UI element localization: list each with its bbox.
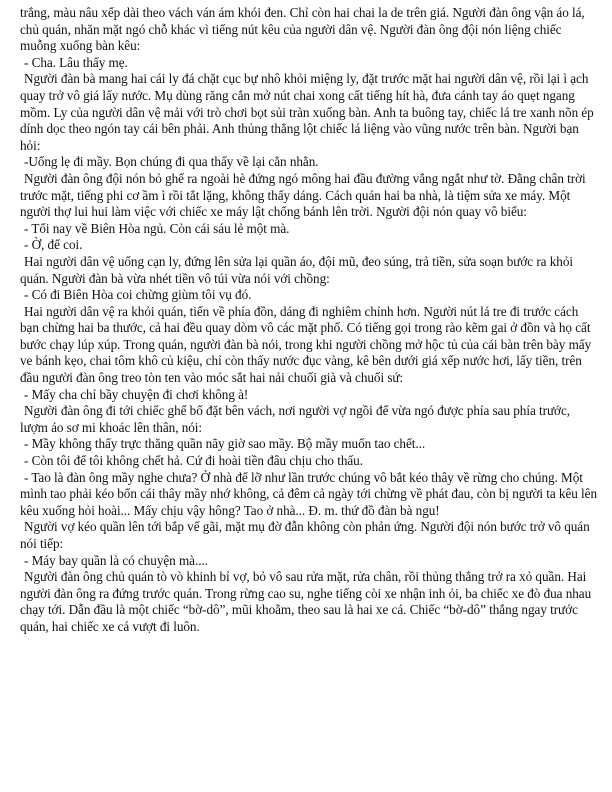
paragraph: - Mầy không thấy trực thăng quần nãy giờ sao mầy. Bộ mầy muốn tao chết... bbox=[24, 436, 426, 452]
paragraph: - Tao là đàn ông mầy nghe chưa? Ở nhà để lỡ như lần trước chúng vô bắt kéo thây về rừng cho chúng. Một mình tao phải kéo bốn cái thây mầy nhớ không, cả đêm cả ngày tới chừng về phát đau, còn bị người ta kêu lên kêu xuống hỏi hoài... Mấy chịu vậy hông? Tao ở nhà... Đ. m. thứ đồ đàn bà ngu! bbox=[20, 469, 597, 518]
paragraph: - Tối nay về Biên Hòa ngủ. Còn cái sáu lẻ một mà. bbox=[24, 220, 290, 236]
paragraph: trắng, màu nâu xếp dài theo vách ván ám khói đen. Chỉ còn hai chai la de trên giá. Người đàn ông vận áo lá, chủ quán, nhăn mặt ngó chỗ khác vì tiếng nút kêu của người dân vệ. Người đàn ông đội nón liệng chiếc muỗng xuống bàn kêu: bbox=[20, 5, 585, 54]
paragraph: - Máy bay quần là có chuyện mà.... bbox=[24, 552, 208, 568]
paragraph: - Ờ, để coi. bbox=[24, 237, 83, 253]
paragraph: -Uống lẹ đi mầy. Bọn chúng đi qua thấy về lại cằn nhằn. bbox=[24, 154, 319, 170]
paragraph: - Có đi Biên Hòa coi chừng giùm tôi vụ đó. bbox=[24, 287, 252, 303]
paragraph: Người đàn bà mang hai cái ly đá chặt cục bự nhô khỏi miệng ly, đặt trước mặt hai người dân vệ, rồi lại ì ạch quay trở vô giá lấy nước. Mụ dùng răng cắn mở nút chai xong cất tiếng hít hà, đưa cánh tay áo quẹt ngang mồm. Ly của người dân vệ mải với trò chơi bọt sủi tràn xuống bàn. Anh ta buông tay, chiếc lá tre xanh nõn ép dính dọc theo ngón tay cái bên phải. Anh thủng thẳng lột chiếc lá liệng vào vũng nước trên bàn. Người bạn hỏi: bbox=[20, 71, 594, 153]
paragraph: Hai người dân vệ ra khỏi quán, tiến về phía đồn, dáng đi nghiêm chỉnh hơn. Người nút lá tre đi trước cách bạn chừng hai ba thước, cả hai đều quay dòm vô các mặt phố. Có tiếng gọi trong rào kẽm gai ở đồn và họ cất bước chạy lúp xúp. Trong quán, người đàn bà nói, trong khi người chồng mở hộc tủ của cái bàn trên bày mấy ve bánh kẹo, chai tôm khô củ kiệu, chỉ còn thấy nước đục vàng, kê bên dưới giá xếp nước hơi, lấy tiền, trên đầu người đàn ông treo tòn ten vào móc sắt hai nải chuối già và chuối sứ: bbox=[20, 303, 592, 386]
paragraph: Người đàn ông đi tới chiếc ghế bố đặt bên vách, nơi người vợ ngồi để vừa ngó được phía sau phía trước, lượm áo sơ mi khoác lên thân, nói: bbox=[20, 403, 571, 435]
paragraph: Người vợ kéo quần lên tới bắp vế gãi, mặt mụ đờ đẫn không còn phản ứng. Người đội nón bước trở vô quán nói tiếp: bbox=[20, 519, 590, 551]
paragraph: Người đàn ông chủ quán tò vò khinh bỉ vợ, bỏ vô sau rửa mặt, rửa chân, rồi thủng thẳng trở ra xỏ quần. Hai người đàn ông ra đứng trước quán. Trong rừng cao su, nghe tiếng còi xe nhận inh ỏi, ba chiếc xe đò đua nhau chạy tới. Dẫn đầu là một chiếc “bờ-dô”, mũi khoằm, theo sau là hai xe cá. Chiếc “bờ-dô” thắng ngay trước quán, hai chiếc xe cá vượt đi luôn. bbox=[20, 569, 592, 634]
paragraph: - Còn tôi để tôi không chết hả. Cứ đi hoài tiền đâu chịu cho thấu. bbox=[24, 453, 363, 469]
document-page bbox=[20, 5, 598, 636]
paragraph: Hai người dân vệ uống cạn ly, đứng lên sửa lại quần áo, đội mũ, đeo súng, trả tiền, sửa soạn bước ra khỏi quán. Người đàn bà vừa nhét tiền vô túi vừa nói với chồng: bbox=[20, 253, 573, 286]
paragraph: - Mấy cha chỉ bầy chuyện đi chơi không à! bbox=[24, 386, 249, 402]
paragraph: Người đàn ông đội nón bỏ ghế ra ngoài hè đứng ngó mông hai đầu đường vắng ngắt như tờ. Đằng chân trời trước mặt, tiếng phi cơ ầm ì rồi tắt lặng, không thấy dáng. Cách quán hai ba nhà, là tiệm sửa xe máy. Một người thợ lui hui làm việc với chiếc xe máy lật chổng bánh lên trời. Người đội nón quay vô biểu: bbox=[20, 170, 586, 220]
paragraph: - Cha. Lâu thấy mẹ. bbox=[24, 54, 128, 70]
